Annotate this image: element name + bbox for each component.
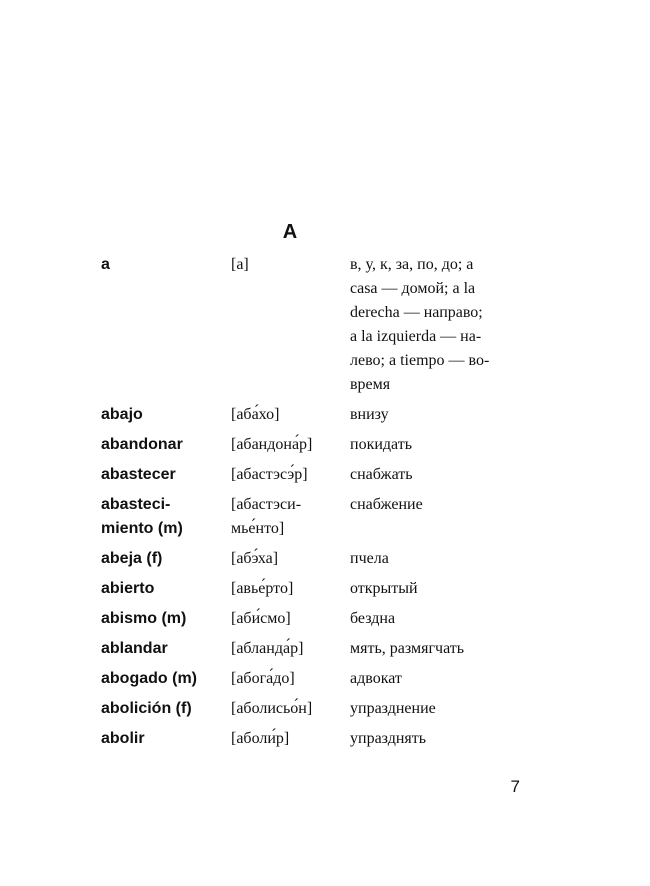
page-number: 7 <box>510 777 520 796</box>
entry-pronunciation: [абэ́ха] <box>231 550 279 567</box>
entry-pronunciation: [абандона́р] <box>231 436 313 453</box>
entry-pronunciation: [авье́рто] <box>231 580 294 597</box>
entry-pronunciation: [абастэси- мье́нто] <box>231 496 302 537</box>
dictionary-entries <box>101 253 521 757</box>
entry-translation: мять, размягчать <box>350 640 465 657</box>
dictionary-entry <box>101 697 521 721</box>
entry-word: a <box>101 256 110 273</box>
entry-translation: снабжение <box>350 496 423 513</box>
entry-translation: открытый <box>350 580 418 597</box>
entry-translation: бездна <box>350 610 396 627</box>
entry-translation: упразднение <box>350 700 436 717</box>
dictionary-entry <box>101 607 521 631</box>
entry-pronunciation: [абастэсэ́р] <box>231 466 308 483</box>
dictionary-entry <box>101 253 521 397</box>
entry-word: abasteci- miento (m) <box>101 496 183 537</box>
entry-word: abandonar <box>101 436 183 453</box>
entry-pronunciation: [аби́смо] <box>231 610 291 627</box>
dictionary-entry <box>101 667 521 691</box>
entry-translation: пчела <box>350 550 389 567</box>
entry-translation: упразднять <box>350 730 427 747</box>
entry-pronunciation: [аболи́р] <box>231 730 290 747</box>
entry-translation: покидать <box>350 436 413 453</box>
entry-pronunciation: [аба́хо] <box>231 406 280 423</box>
entry-word: abismo (m) <box>101 610 187 627</box>
entry-translation: внизу <box>350 406 389 423</box>
dictionary-entry <box>101 463 521 487</box>
entry-translation: в, у, к, за, по, до; a casa — домой; a la derecha — направо; a la izquierda — на- лево; a tiempo — во- время <box>350 256 490 393</box>
dictionary-entry <box>101 403 521 427</box>
entry-word: abogado (m) <box>101 670 197 687</box>
entry-word: ablandar <box>101 640 168 657</box>
entry-word: abajo <box>101 406 143 423</box>
entry-pronunciation: [абога́до] <box>231 670 295 687</box>
entry-pronunciation: [аболисьо́н] <box>231 700 313 717</box>
entry-translation: адвокат <box>350 670 402 687</box>
dictionary-entry <box>101 637 521 661</box>
entry-pronunciation: [абланда́р] <box>231 640 304 657</box>
dictionary-entry <box>101 433 521 457</box>
dictionary-entry <box>101 547 521 571</box>
entry-word: abierto <box>101 580 155 597</box>
dictionary-entry <box>101 493 521 541</box>
entry-word: abolir <box>101 730 145 747</box>
dictionary-entry <box>101 577 521 601</box>
entry-word: abolición (f) <box>101 700 192 717</box>
entry-pronunciation: [а] <box>231 256 249 273</box>
entry-translation: снабжать <box>350 466 413 483</box>
entry-word: abastecer <box>101 466 176 483</box>
section-letter: A <box>282 221 298 243</box>
dictionary-entry <box>101 727 521 751</box>
entry-word: abeja (f) <box>101 550 163 567</box>
